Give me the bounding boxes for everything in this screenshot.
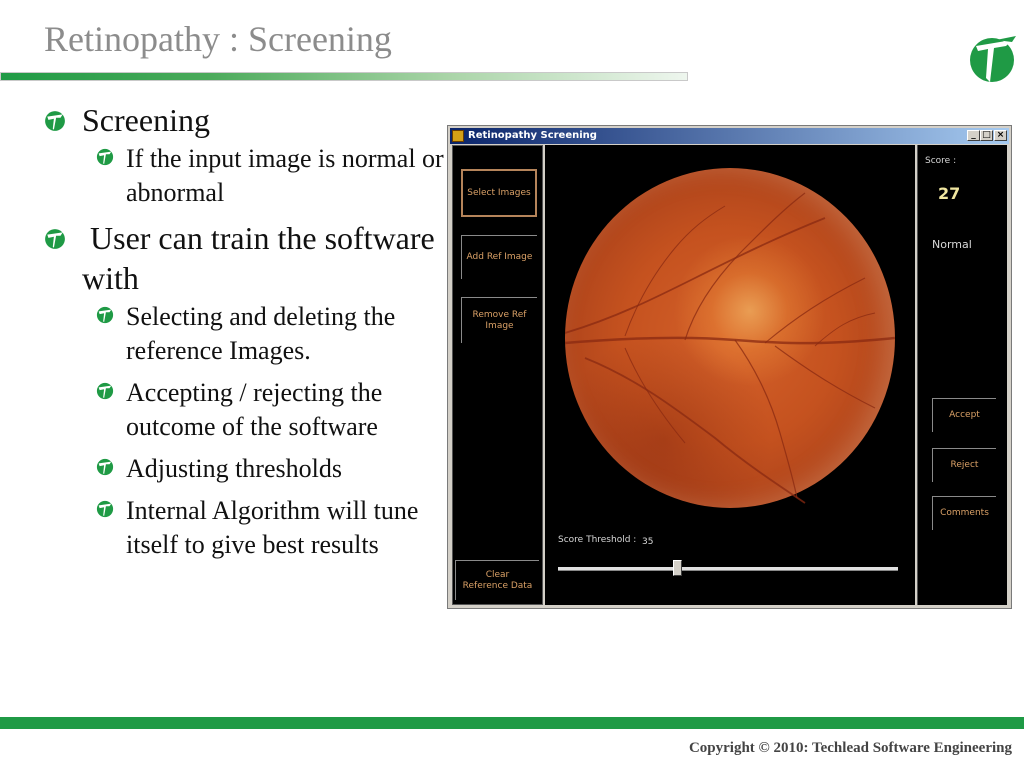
footer-bar xyxy=(0,717,1024,729)
copyright-text: Copyright © 2010: Techlead Software Engineering xyxy=(688,740,1012,756)
sub-bullet-text: Adjusting thresholds xyxy=(126,454,342,483)
window-title: Retinopathy Screening xyxy=(468,130,597,141)
right-panel xyxy=(917,145,1007,605)
close-icon[interactable]: × xyxy=(994,130,1007,141)
select-images-button[interactable]: Select Images xyxy=(461,169,537,217)
threshold-label: Score Threshold : xyxy=(558,535,637,545)
leaf-bullet-icon xyxy=(44,228,66,250)
leaf-bullet-icon xyxy=(96,306,114,324)
leaf-bullet-icon xyxy=(96,458,114,476)
threshold-value: 35 xyxy=(642,537,654,547)
accept-button[interactable]: Accept xyxy=(932,398,996,432)
maximize-icon[interactable]: □ xyxy=(980,130,993,141)
reject-button[interactable]: Reject xyxy=(932,448,996,482)
sub-bullet-item xyxy=(44,376,444,444)
sub-bullet-text: If the input image is normal or abnormal xyxy=(126,144,444,207)
title-underline-bar xyxy=(0,72,688,81)
threshold-slider-track[interactable] xyxy=(558,567,898,571)
bullet-item xyxy=(44,218,444,298)
sub-bullet-item xyxy=(44,300,444,368)
retina-vessels xyxy=(565,168,895,508)
slide-title: Retinopathy : Screening xyxy=(44,19,392,59)
leaf-bullet-icon xyxy=(96,500,114,518)
clear-reference-data-button[interactable]: Clear Reference Data xyxy=(455,560,539,600)
result-status: Normal xyxy=(932,238,972,251)
threshold-slider-thumb[interactable] xyxy=(673,560,682,576)
remove-ref-image-button[interactable]: Remove Ref Image xyxy=(461,297,537,343)
leaf-bullet-icon xyxy=(44,110,66,132)
leaf-bullet-icon xyxy=(96,148,114,166)
score-label: Score : xyxy=(925,156,957,166)
comments-button[interactable]: Comments xyxy=(932,496,996,530)
company-logo-icon xyxy=(966,32,1018,86)
sub-bullet-item xyxy=(44,494,444,562)
bullet-text: Screening xyxy=(82,102,210,138)
bullet-item xyxy=(44,100,444,140)
bullet-list xyxy=(44,100,444,570)
sub-bullet-text: Selecting and deleting the reference Images. xyxy=(126,302,396,365)
score-value: 27 xyxy=(938,184,961,203)
leaf-bullet-icon xyxy=(96,382,114,400)
add-ref-image-button[interactable]: Add Ref Image xyxy=(461,235,537,279)
sub-bullet-text: Accepting / rejecting the outcome of the software xyxy=(126,378,383,441)
bullet-text: User can train the software with xyxy=(82,220,443,296)
window-titlebar[interactable] xyxy=(450,128,1009,144)
sub-bullet-item xyxy=(44,452,444,486)
minimize-icon[interactable]: _ xyxy=(967,130,980,141)
sub-bullet-text: Internal Algorithm will tune itself to give best results xyxy=(126,496,419,559)
sub-bullet-item xyxy=(44,142,444,210)
app-icon xyxy=(452,130,464,142)
